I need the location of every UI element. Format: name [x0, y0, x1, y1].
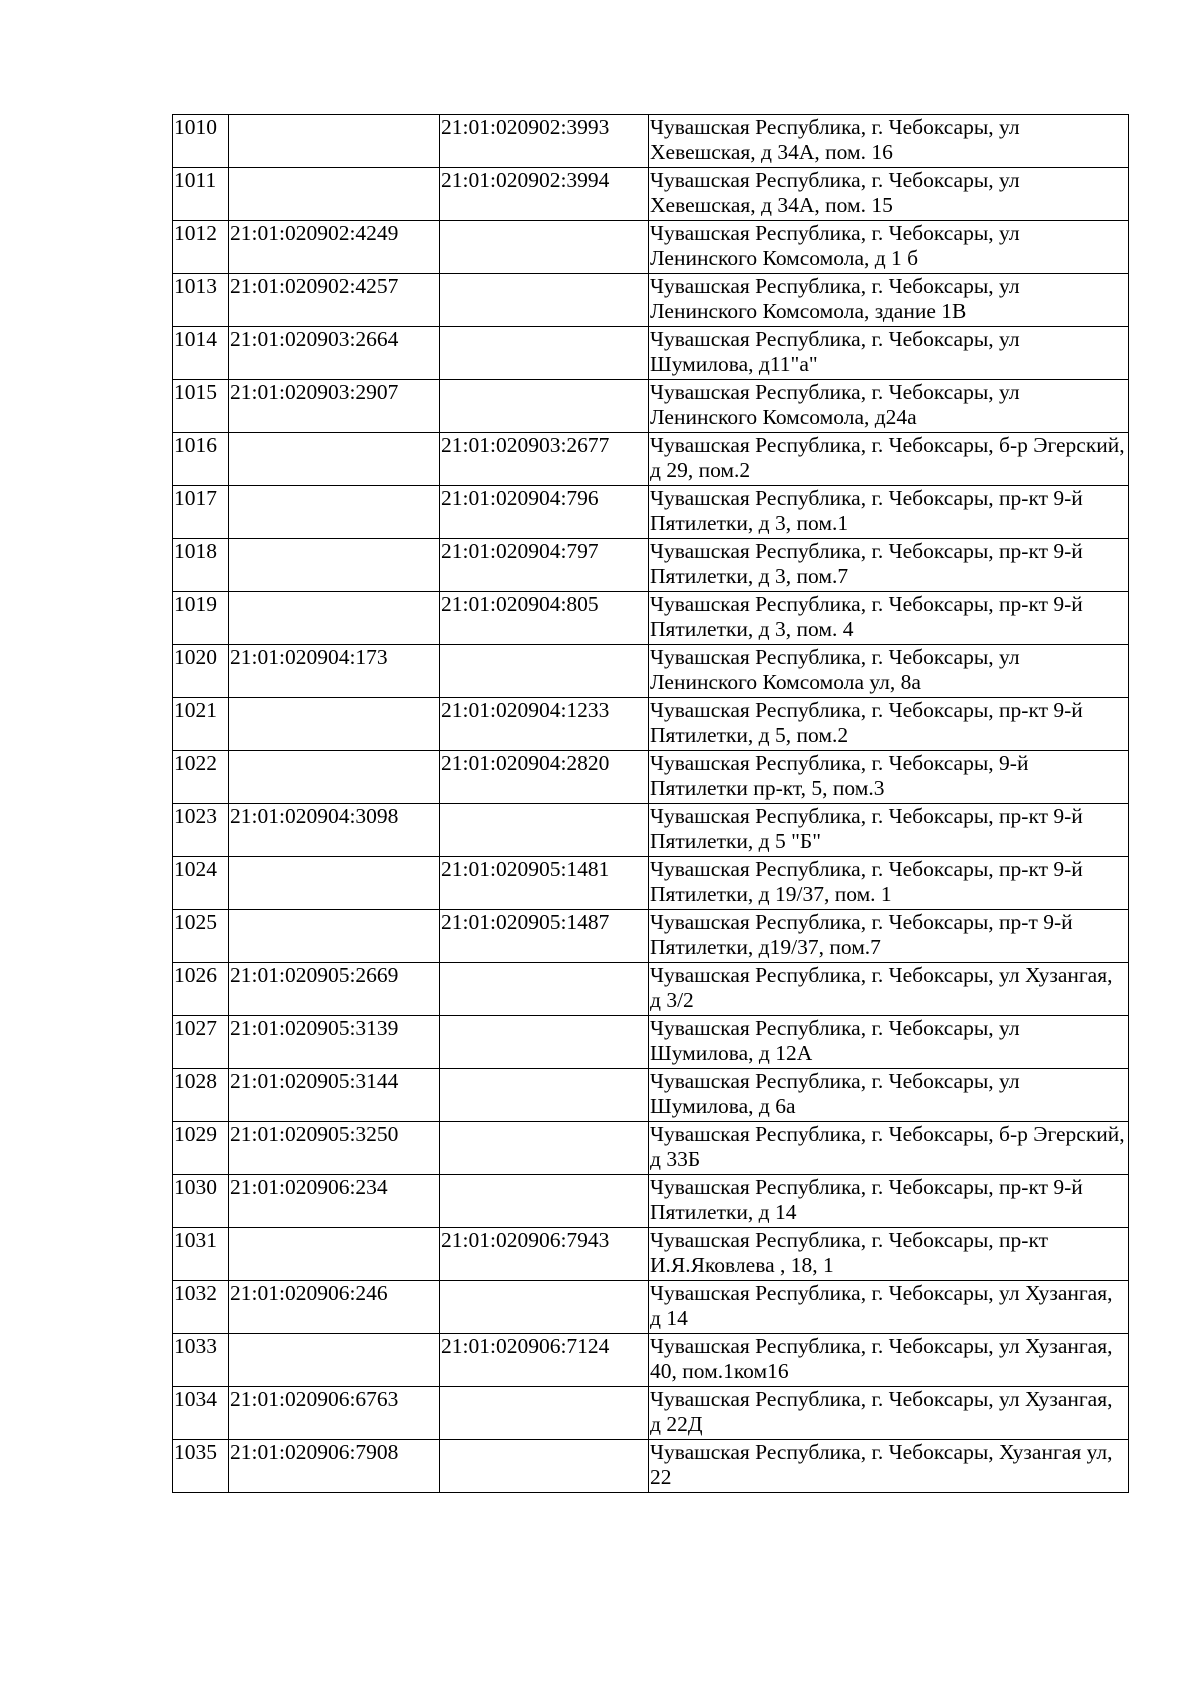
table-row: [173, 433, 1129, 486]
cadastral-number-cell: [229, 433, 440, 486]
address-cell: Чувашская Республика, г. Чебоксары, ул Ленинского Комсомола ул, 8а: [649, 645, 1129, 698]
address-cell: Чувашская Республика, г. Чебоксары, б-р Эгерский, д 29, пом.2: [649, 433, 1129, 486]
cadastral-number-cell: [229, 539, 440, 592]
row-number-cell: 1030: [173, 1175, 229, 1228]
cadastral-number-cell: 21:01:020902:4257: [229, 274, 440, 327]
cadastral-number-cell: 21:01:020905:3250: [229, 1122, 440, 1175]
row-number-cell: 1016: [173, 433, 229, 486]
table-row: [173, 168, 1129, 221]
table-row: [173, 1281, 1129, 1334]
row-number-cell: 1015: [173, 380, 229, 433]
row-number-cell: 1033: [173, 1334, 229, 1387]
address-cell: Чувашская Республика, г. Чебоксары, пр-кт 9-й Пятилетки, д 3, пом.7: [649, 539, 1129, 592]
row-number-cell: 1024: [173, 857, 229, 910]
premise-cadastral-number-cell: 21:01:020905:1487: [440, 910, 649, 963]
address-cell: Чувашская Республика, г. Чебоксары, пр-кт 9-й Пятилетки, д 19/37, пом. 1: [649, 857, 1129, 910]
premise-cadastral-number-cell: 21:01:020904:796: [440, 486, 649, 539]
cadastral-number-cell: 21:01:020906:246: [229, 1281, 440, 1334]
premise-cadastral-number-cell: 21:01:020902:3993: [440, 115, 649, 168]
premise-cadastral-number-cell: [440, 1016, 649, 1069]
row-number-cell: 1025: [173, 910, 229, 963]
table-row: [173, 592, 1129, 645]
table-row: [173, 963, 1129, 1016]
address-cell: Чувашская Республика, г. Чебоксары, ул Шумилова, д 6а: [649, 1069, 1129, 1122]
cadastral-number-cell: 21:01:020905:3144: [229, 1069, 440, 1122]
cadastral-number-cell: 21:01:020906:234: [229, 1175, 440, 1228]
row-number-cell: 1028: [173, 1069, 229, 1122]
premise-cadastral-number-cell: [440, 1281, 649, 1334]
premise-cadastral-number-cell: [440, 1440, 649, 1493]
table-row: [173, 327, 1129, 380]
address-cell: Чувашская Республика, г. Чебоксары, ул Ленинского Комсомола, здание 1В: [649, 274, 1129, 327]
table-row: [173, 221, 1129, 274]
premise-cadastral-number-cell: [440, 380, 649, 433]
table-row: [173, 804, 1129, 857]
address-cell: Чувашская Республика, г. Чебоксары, ул Хузангая, 40, пом.1ком16: [649, 1334, 1129, 1387]
cadastral-number-cell: [229, 486, 440, 539]
cadastral-number-cell: 21:01:020905:2669: [229, 963, 440, 1016]
address-cell: Чувашская Республика, г. Чебоксары, ул Хевешская, д 34А, пом. 16: [649, 115, 1129, 168]
table-row: [173, 115, 1129, 168]
premise-cadastral-number-cell: [440, 274, 649, 327]
address-cell: Чувашская Республика, г. Чебоксары, ул Хузангая, д 22Д: [649, 1387, 1129, 1440]
cadastral-number-cell: [229, 910, 440, 963]
cadastral-number-cell: 21:01:020904:3098: [229, 804, 440, 857]
cadastral-number-cell: [229, 857, 440, 910]
table-row: [173, 1334, 1129, 1387]
address-cell: Чувашская Республика, г. Чебоксары, б-р Эгерский, д 33Б: [649, 1122, 1129, 1175]
premise-cadastral-number-cell: [440, 645, 649, 698]
table-row: [173, 539, 1129, 592]
table-row: [173, 486, 1129, 539]
address-cell: Чувашская Республика, г. Чебоксары, пр-кт 9-й Пятилетки, д 3, пом.1: [649, 486, 1129, 539]
cadastral-number-cell: [229, 1228, 440, 1281]
premise-cadastral-number-cell: [440, 1069, 649, 1122]
address-cell: Чувашская Республика, г. Чебоксары, пр-кт И.Я.Яковлева , 18, 1: [649, 1228, 1129, 1281]
cadastral-number-cell: [229, 168, 440, 221]
address-cell: Чувашская Республика, г. Чебоксары, пр-кт 9-й Пятилетки, д 5 "Б": [649, 804, 1129, 857]
table-row: [173, 1387, 1129, 1440]
row-number-cell: 1023: [173, 804, 229, 857]
premise-cadastral-number-cell: 21:01:020906:7124: [440, 1334, 649, 1387]
cadastral-number-cell: 21:01:020905:3139: [229, 1016, 440, 1069]
address-cell: Чувашская Республика, г. Чебоксары, ул Хевешская, д 34А, пом. 15: [649, 168, 1129, 221]
cadastral-number-cell: 21:01:020902:4249: [229, 221, 440, 274]
table-row: [173, 751, 1129, 804]
cadastral-number-cell: 21:01:020904:173: [229, 645, 440, 698]
premise-cadastral-number-cell: 21:01:020904:2820: [440, 751, 649, 804]
table-row: [173, 698, 1129, 751]
table-row: [173, 1069, 1129, 1122]
premise-cadastral-number-cell: 21:01:020905:1481: [440, 857, 649, 910]
row-number-cell: 1026: [173, 963, 229, 1016]
premise-cadastral-number-cell: [440, 963, 649, 1016]
premise-cadastral-number-cell: [440, 327, 649, 380]
address-cell: Чувашская Республика, г. Чебоксары, ул Хузангая, д 14: [649, 1281, 1129, 1334]
row-number-cell: 1014: [173, 327, 229, 380]
row-number-cell: 1013: [173, 274, 229, 327]
table-row: [173, 645, 1129, 698]
address-cell: Чувашская Республика, г. Чебоксары, ул Шумилова, д 12А: [649, 1016, 1129, 1069]
table-row: [173, 1175, 1129, 1228]
premise-cadastral-number-cell: [440, 1122, 649, 1175]
row-number-cell: 1035: [173, 1440, 229, 1493]
premise-cadastral-number-cell: 21:01:020904:797: [440, 539, 649, 592]
premise-cadastral-number-cell: [440, 1175, 649, 1228]
premise-cadastral-number-cell: [440, 1387, 649, 1440]
row-number-cell: 1019: [173, 592, 229, 645]
address-cell: Чувашская Республика, г. Чебоксары, пр-кт 9-й Пятилетки, д 3, пом. 4: [649, 592, 1129, 645]
premise-cadastral-number-cell: [440, 221, 649, 274]
row-number-cell: 1018: [173, 539, 229, 592]
address-cell: Чувашская Республика, г. Чебоксары, 9-й Пятилетки пр-кт, 5, пом.3: [649, 751, 1129, 804]
premise-cadastral-number-cell: 21:01:020903:2677: [440, 433, 649, 486]
cadastral-number-cell: [229, 115, 440, 168]
row-number-cell: 1017: [173, 486, 229, 539]
cadastral-number-cell: 21:01:020903:2907: [229, 380, 440, 433]
premise-cadastral-number-cell: 21:01:020906:7943: [440, 1228, 649, 1281]
premise-cadastral-number-cell: 21:01:020904:1233: [440, 698, 649, 751]
row-number-cell: 1020: [173, 645, 229, 698]
table-row: [173, 1016, 1129, 1069]
premise-cadastral-number-cell: 21:01:020904:805: [440, 592, 649, 645]
premise-cadastral-number-cell: [440, 804, 649, 857]
cadastral-number-cell: 21:01:020906:6763: [229, 1387, 440, 1440]
row-number-cell: 1031: [173, 1228, 229, 1281]
table-body: [173, 115, 1129, 1493]
table-row: [173, 910, 1129, 963]
table-row: [173, 1122, 1129, 1175]
row-number-cell: 1029: [173, 1122, 229, 1175]
row-number-cell: 1011: [173, 168, 229, 221]
cadastral-number-cell: [229, 592, 440, 645]
row-number-cell: 1021: [173, 698, 229, 751]
address-cell: Чувашская Республика, г. Чебоксары, ул Шумилова, д11"а": [649, 327, 1129, 380]
premise-cadastral-number-cell: 21:01:020902:3994: [440, 168, 649, 221]
address-cell: Чувашская Республика, г. Чебоксары, пр-кт 9-й Пятилетки, д 5, пом.2: [649, 698, 1129, 751]
address-cell: Чувашская Республика, г. Чебоксары, ул Хузангая, д 3/2: [649, 963, 1129, 1016]
cadastral-number-cell: [229, 698, 440, 751]
cadastral-number-cell: [229, 1334, 440, 1387]
address-cell: Чувашская Республика, г. Чебоксары, ул Ленинского Комсомола, д 1 б: [649, 221, 1129, 274]
row-number-cell: 1032: [173, 1281, 229, 1334]
table-row: [173, 857, 1129, 910]
address-cell: Чувашская Республика, г. Чебоксары, пр-т 9-й Пятилетки, д19/37, пом.7: [649, 910, 1129, 963]
row-number-cell: 1027: [173, 1016, 229, 1069]
table-row: [173, 1228, 1129, 1281]
table-row: [173, 380, 1129, 433]
row-number-cell: 1034: [173, 1387, 229, 1440]
row-number-cell: 1022: [173, 751, 229, 804]
row-number-cell: 1012: [173, 221, 229, 274]
cadastral-number-cell: 21:01:020906:7908: [229, 1440, 440, 1493]
table-row: [173, 274, 1129, 327]
table-row: [173, 1440, 1129, 1493]
cadastral-number-cell: 21:01:020903:2664: [229, 327, 440, 380]
address-cell: Чувашская Республика, г. Чебоксары, Хузангая ул, 22: [649, 1440, 1129, 1493]
cadastral-number-cell: [229, 751, 440, 804]
property-table: [172, 114, 1129, 1493]
row-number-cell: 1010: [173, 115, 229, 168]
address-cell: Чувашская Республика, г. Чебоксары, пр-кт 9-й Пятилетки, д 14: [649, 1175, 1129, 1228]
address-cell: Чувашская Республика, г. Чебоксары, ул Ленинского Комсомола, д24а: [649, 380, 1129, 433]
